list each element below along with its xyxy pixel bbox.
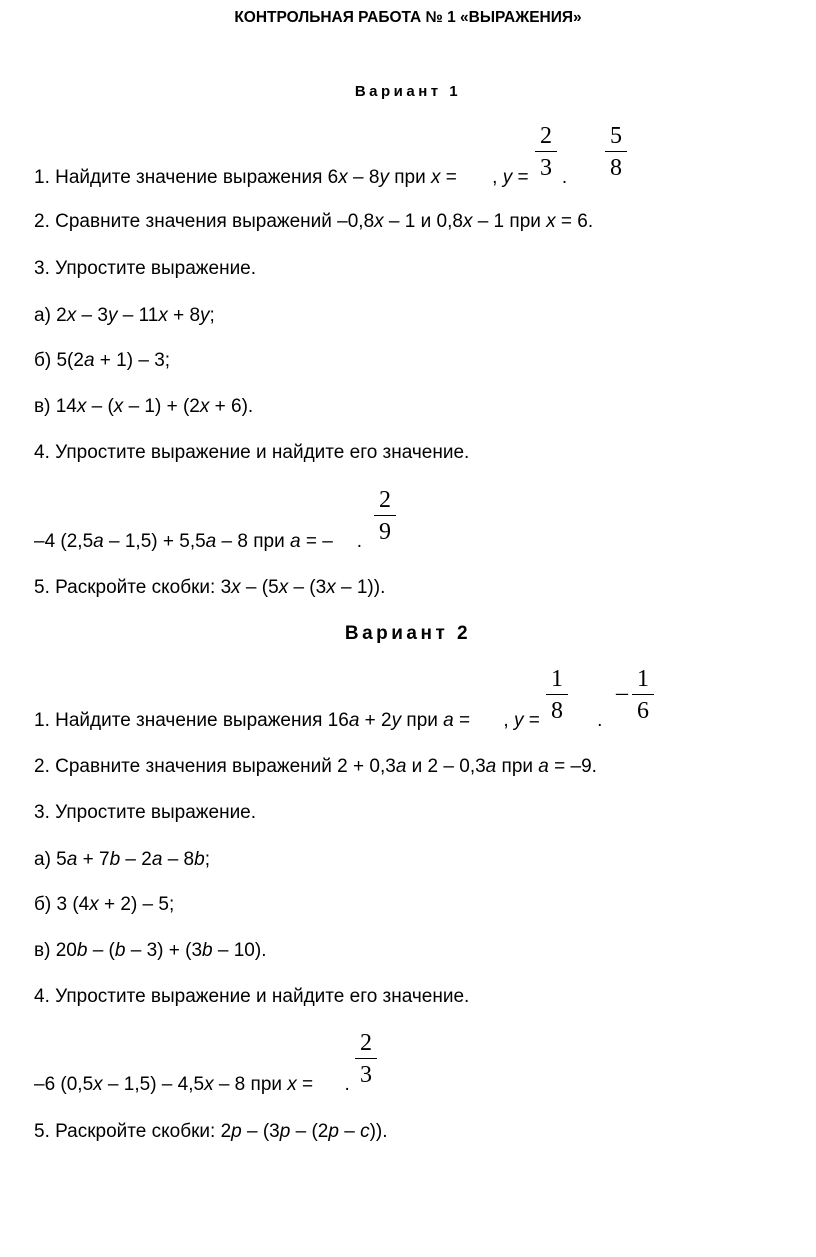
v2-fraction-minus: – [616,680,628,706]
v2-task-3a: а) 5a + 7b – 2a – 8b; [34,849,210,870]
document-title: КОНТРОЛЬНАЯ РАБОТА № 1 «ВЫРАЖЕНИЯ» [234,9,582,26]
v1-task-3: 3. Упростите выражение. [34,258,257,279]
v2-task-4: 4. Упростите выражение и найдите его значение. [34,986,470,1007]
v2-task-4-expression: –6 (0,5x – 1,5) – 4,5x – 8 при x = . [34,1074,350,1095]
v1-task-5: 5. Раскройте скобки: 3x – (5x – (3x – 1)). [34,577,386,598]
v1-fraction-a: 2 9 [374,488,396,544]
v1-task-3c: в) 14x – (x – 1) + (2x + 6). [34,396,254,417]
variant-2-heading: Вариант 2 [344,623,472,644]
v2-task-1: 1. Найдите значение выражения 16a + 2y при a = , y = . [34,710,603,731]
v2-task-2: 2. Сравните значения выражений 2 + 0,3a и 2 – 0,3a при a = –9. [34,756,597,777]
v1-task-4: 4. Упростите выражение и найдите его значение. [34,442,470,463]
v2-fraction-y: 1 6 [632,667,654,723]
v1-task-3a: а) 2x – 3y – 11x + 8y; [34,305,215,326]
v2-fraction-a: 1 8 [546,667,568,723]
v2-task-5: 5. Раскройте скобки: 2p – (3p – (2p – c)). [34,1121,388,1142]
v2-fraction-x: 2 3 [355,1031,377,1087]
v1-task-2: 2. Сравните значения выражений –0,8x – 1 и 0,8x – 1 при x = 6. [34,211,594,232]
v1-fraction-y: 5 8 [605,124,627,180]
v1-task-3b: б) 5(2a + 1) – 3; [34,350,171,371]
v2-task-3: 3. Упростите выражение. [34,802,257,823]
v1-task-4-expression: –4 (2,5a – 1,5) + 5,5a – 8 при a = – . [34,531,363,552]
v1-fraction-x: 2 3 [535,124,557,180]
v2-task-3b: б) 3 (4x + 2) – 5; [34,894,175,915]
v1-task-1: 1. Найдите значение выражения 6x – 8y при x = , y = . [34,167,568,188]
v2-task-3c: в) 20b – (b – 3) + (3b – 10). [34,940,267,961]
variant-1-heading: Вариант 1 [354,83,462,100]
